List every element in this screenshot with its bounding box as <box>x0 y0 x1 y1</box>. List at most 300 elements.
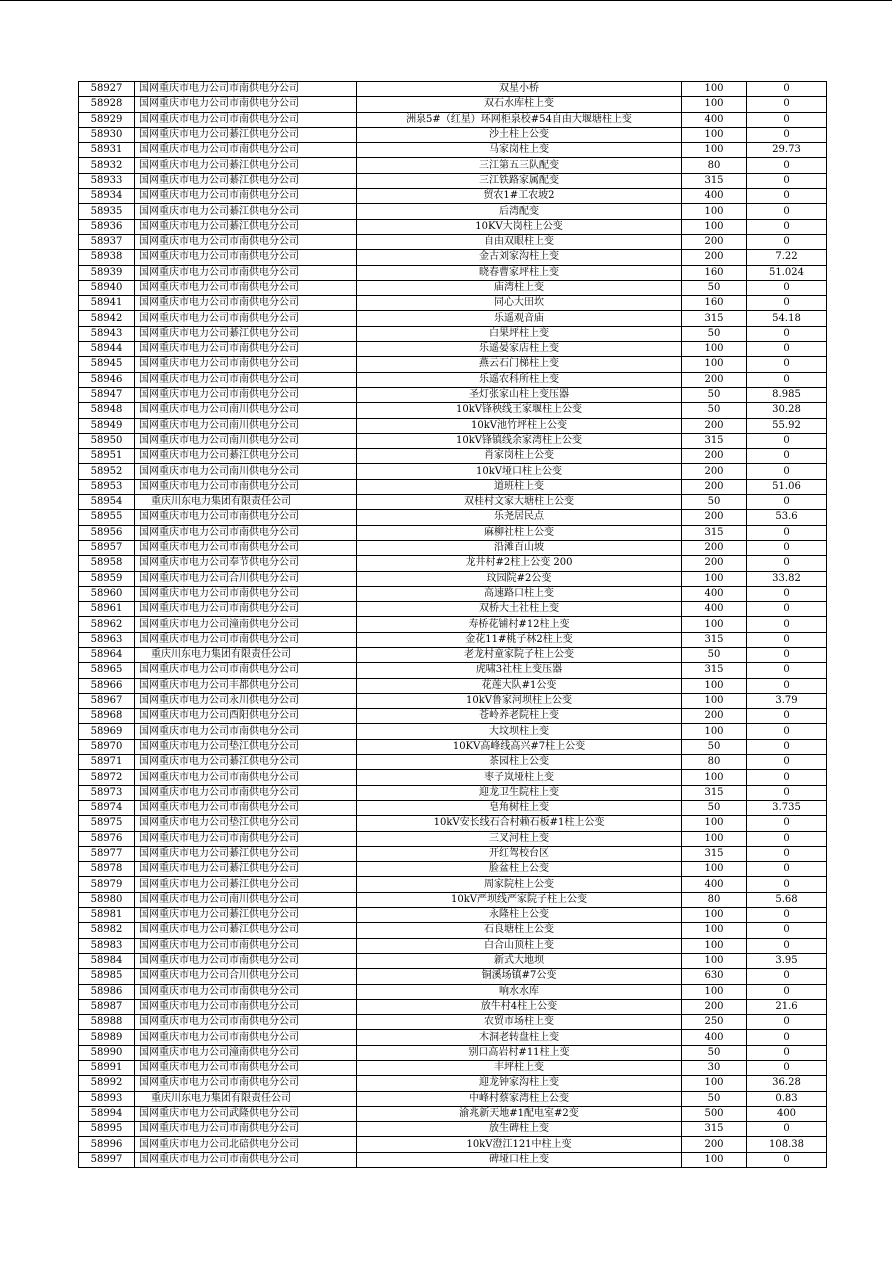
row-id: 58951 <box>79 449 135 464</box>
company-cell: 国网重庆市电力公司市南供电分公司 <box>135 770 357 785</box>
name-cell: 10kV锋秧线王家堰柱上公变 <box>357 403 682 418</box>
name-cell: 10kV池竹坪柱上公变 <box>357 418 682 433</box>
capacity-cell: 50 <box>682 1091 747 1106</box>
company-cell: 国网重庆市电力公司合川供电分公司 <box>135 969 357 984</box>
company-cell: 国网重庆市电力公司市南供电分公司 <box>135 540 357 555</box>
company-cell: 国网重庆市电力公司市南供电分公司 <box>135 1061 357 1076</box>
row-id: 58954 <box>79 495 135 510</box>
company-cell: 重庆川东电力集团有限责任公司 <box>135 1091 357 1106</box>
value-cell: 0 <box>747 816 827 831</box>
value-cell: 0 <box>747 204 827 219</box>
row-id: 58963 <box>79 632 135 647</box>
name-cell: 沿滩百山坡 <box>357 540 682 555</box>
row-id: 58994 <box>79 1106 135 1121</box>
table-row <box>79 250 827 265</box>
table-row <box>79 418 827 433</box>
row-id: 58956 <box>79 525 135 540</box>
value-cell: 0 <box>747 923 827 938</box>
company-cell: 国网重庆市电力公司南川供电分公司 <box>135 418 357 433</box>
row-id: 58959 <box>79 571 135 586</box>
value-cell: 0 <box>747 663 827 678</box>
row-id: 58937 <box>79 234 135 249</box>
table-row <box>79 82 827 97</box>
table-row <box>79 1152 827 1167</box>
row-id: 58938 <box>79 250 135 265</box>
row-id: 58997 <box>79 1152 135 1167</box>
name-cell: 中峰村蔡家湾柱上公变 <box>357 1091 682 1106</box>
capacity-cell: 100 <box>682 143 747 158</box>
table-row <box>79 127 827 142</box>
row-id: 58942 <box>79 311 135 326</box>
company-cell: 国网重庆市电力公司市南供电分公司 <box>135 724 357 739</box>
name-cell: 乐尧居民点 <box>357 510 682 525</box>
value-cell: 0 <box>747 908 827 923</box>
capacity-cell: 50 <box>682 1045 747 1060</box>
company-cell: 国网重庆市电力公司南川供电分公司 <box>135 464 357 479</box>
value-cell: 0 <box>747 586 827 601</box>
capacity-cell: 100 <box>682 862 747 877</box>
company-cell: 国网重庆市电力公司市南供电分公司 <box>135 602 357 617</box>
value-cell: 0 <box>747 1030 827 1045</box>
row-id: 58953 <box>79 479 135 494</box>
table-row <box>79 1137 827 1152</box>
row-id: 58949 <box>79 418 135 433</box>
capacity-cell: 100 <box>682 678 747 693</box>
company-cell: 国网重庆市电力公司市南供电分公司 <box>135 311 357 326</box>
capacity-cell: 50 <box>682 647 747 662</box>
value-cell: 0 <box>747 280 827 295</box>
name-cell: 放生碑柱上变 <box>357 1122 682 1137</box>
capacity-cell: 100 <box>682 923 747 938</box>
name-cell: 双石水库柱上变 <box>357 97 682 112</box>
row-id: 58952 <box>79 464 135 479</box>
value-cell: 0 <box>747 647 827 662</box>
value-cell: 0 <box>747 82 827 97</box>
value-cell: 0 <box>747 877 827 892</box>
value-cell: 0 <box>747 846 827 861</box>
table-row <box>79 892 827 907</box>
table-row <box>79 479 827 494</box>
company-cell: 国网重庆市电力公司市南供电分公司 <box>135 372 357 387</box>
company-cell: 国网重庆市电力公司市南供电分公司 <box>135 296 357 311</box>
company-cell: 国网重庆市电力公司南川供电分公司 <box>135 433 357 448</box>
value-cell: 0 <box>747 724 827 739</box>
value-cell: 3.79 <box>747 693 827 708</box>
value-cell: 0 <box>747 938 827 953</box>
table-row <box>79 984 827 999</box>
row-id: 58955 <box>79 510 135 525</box>
company-cell: 国网重庆市电力公司綦江供电分公司 <box>135 219 357 234</box>
row-id: 58972 <box>79 770 135 785</box>
table-row <box>79 724 827 739</box>
company-cell: 国网重庆市电力公司垫江供电分公司 <box>135 816 357 831</box>
name-cell: 10kV澄江121中柱上变 <box>357 1137 682 1152</box>
table-row <box>79 280 827 295</box>
value-cell: 0 <box>747 1122 827 1137</box>
capacity-cell: 315 <box>682 173 747 188</box>
name-cell: 庙湾柱上变 <box>357 280 682 295</box>
name-cell: 贸农1#工农坡2 <box>357 189 682 204</box>
capacity-cell: 80 <box>682 158 747 173</box>
table-row <box>79 189 827 204</box>
value-cell: 7.22 <box>747 250 827 265</box>
value-cell: 51.06 <box>747 479 827 494</box>
company-cell: 国网重庆市电力公司綦江供电分公司 <box>135 326 357 341</box>
capacity-cell: 30 <box>682 1061 747 1076</box>
row-id: 58993 <box>79 1091 135 1106</box>
data-table <box>78 81 827 1168</box>
value-cell: 0 <box>747 1045 827 1060</box>
table-row <box>79 556 827 571</box>
capacity-cell: 100 <box>682 770 747 785</box>
value-cell: 0 <box>747 969 827 984</box>
name-cell: 寿桥花铺村#12柱上变 <box>357 617 682 632</box>
value-cell: 0 <box>747 1061 827 1076</box>
table-row <box>79 602 827 617</box>
row-id: 58966 <box>79 678 135 693</box>
name-cell: 木洞老转盘柱上变 <box>357 1030 682 1045</box>
name-cell: 白果坪柱上变 <box>357 326 682 341</box>
name-cell: 燕云石门梯柱上变 <box>357 357 682 372</box>
value-cell: 0 <box>747 433 827 448</box>
row-id: 58964 <box>79 647 135 662</box>
name-cell: 碑垭口柱上变 <box>357 1152 682 1167</box>
name-cell: 10kV安长线石合村赖石板#1柱上公变 <box>357 816 682 831</box>
row-id: 58939 <box>79 265 135 280</box>
capacity-cell: 315 <box>682 846 747 861</box>
company-cell: 国网重庆市电力公司市南供电分公司 <box>135 479 357 494</box>
row-id: 58976 <box>79 831 135 846</box>
capacity-cell: 315 <box>682 525 747 540</box>
name-cell: 沙土柱上公变 <box>357 127 682 142</box>
table-row <box>79 923 827 938</box>
company-cell: 国网重庆市电力公司合川供电分公司 <box>135 571 357 586</box>
company-cell: 国网重庆市电力公司市南供电分公司 <box>135 1015 357 1030</box>
row-id: 58928 <box>79 97 135 112</box>
value-cell: 0 <box>747 342 827 357</box>
table-row <box>79 770 827 785</box>
capacity-cell: 400 <box>682 877 747 892</box>
table-row <box>79 1030 827 1045</box>
table-row <box>79 678 827 693</box>
name-cell: 乐遥晏家店柱上变 <box>357 342 682 357</box>
row-id: 58970 <box>79 739 135 754</box>
row-id: 58941 <box>79 296 135 311</box>
row-id: 58973 <box>79 785 135 800</box>
value-cell: 51.024 <box>747 265 827 280</box>
value-cell: 33.82 <box>747 571 827 586</box>
table-row <box>79 1122 827 1137</box>
company-cell: 国网重庆市电力公司綦江供电分公司 <box>135 877 357 892</box>
name-cell: 农贸市场柱上变 <box>357 1015 682 1030</box>
row-id: 58927 <box>79 82 135 97</box>
table-row <box>79 204 827 219</box>
value-cell: 0 <box>747 1015 827 1030</box>
table-row <box>79 999 827 1014</box>
row-id: 58984 <box>79 953 135 968</box>
table-row <box>79 862 827 877</box>
table-row <box>79 816 827 831</box>
company-cell: 国网重庆市电力公司潼南供电分公司 <box>135 617 357 632</box>
name-cell: 10kV鲁家河坝柱上公变 <box>357 693 682 708</box>
capacity-cell: 315 <box>682 785 747 800</box>
row-id: 58988 <box>79 1015 135 1030</box>
value-cell: 0 <box>747 97 827 112</box>
name-cell: 铜溪场镇#7公变 <box>357 969 682 984</box>
value-cell: 0 <box>747 678 827 693</box>
row-id: 58944 <box>79 342 135 357</box>
company-cell: 国网重庆市电力公司綦江供电分公司 <box>135 158 357 173</box>
company-cell: 国网重庆市电力公司垫江供电分公司 <box>135 739 357 754</box>
value-cell: 0 <box>747 112 827 127</box>
company-cell: 国网重庆市电力公司市南供电分公司 <box>135 525 357 540</box>
name-cell: 麻柳社柱上公变 <box>357 525 682 540</box>
company-cell: 国网重庆市电力公司永川供电分公司 <box>135 693 357 708</box>
name-cell: 枣子岚垭柱上变 <box>357 770 682 785</box>
row-id: 58969 <box>79 724 135 739</box>
value-cell: 3.735 <box>747 800 827 815</box>
company-cell: 国网重庆市电力公司市南供电分公司 <box>135 800 357 815</box>
value-cell: 0 <box>747 296 827 311</box>
name-cell: 迎龙钟家沟柱上变 <box>357 1076 682 1091</box>
row-id: 58996 <box>79 1137 135 1152</box>
value-cell: 0 <box>747 540 827 555</box>
value-cell: 0 <box>747 862 827 877</box>
company-cell: 国网重庆市电力公司市南供电分公司 <box>135 999 357 1014</box>
company-cell: 国网重庆市电力公司酉阳供电分公司 <box>135 709 357 724</box>
name-cell: 马家岗柱上变 <box>357 143 682 158</box>
company-cell: 国网重庆市电力公司南川供电分公司 <box>135 403 357 418</box>
company-cell: 国网重庆市电力公司市南供电分公司 <box>135 1152 357 1167</box>
name-cell: 金古刘家沟柱上变 <box>357 250 682 265</box>
table-row <box>79 846 827 861</box>
table-row <box>79 1076 827 1091</box>
capacity-cell: 100 <box>682 127 747 142</box>
table-row <box>79 1045 827 1060</box>
value-cell: 0 <box>747 770 827 785</box>
value-cell: 0 <box>747 326 827 341</box>
name-cell: 开红驾校台区 <box>357 846 682 861</box>
row-id: 58931 <box>79 143 135 158</box>
table-row <box>79 632 827 647</box>
capacity-cell: 50 <box>682 800 747 815</box>
company-cell: 国网重庆市电力公司南川供电分公司 <box>135 892 357 907</box>
table-row <box>79 709 827 724</box>
capacity-cell: 315 <box>682 1122 747 1137</box>
capacity-cell: 100 <box>682 204 747 219</box>
capacity-cell: 400 <box>682 189 747 204</box>
company-cell: 国网重庆市电力公司市南供电分公司 <box>135 250 357 265</box>
capacity-cell: 100 <box>682 953 747 968</box>
table-row <box>79 464 827 479</box>
value-cell: 0 <box>747 372 827 387</box>
name-cell: 10kV垭口柱上公变 <box>357 464 682 479</box>
table-row <box>79 143 827 158</box>
row-id: 58945 <box>79 357 135 372</box>
capacity-cell: 100 <box>682 816 747 831</box>
capacity-cell: 100 <box>682 571 747 586</box>
table-row <box>79 877 827 892</box>
name-cell: 响水水库 <box>357 984 682 999</box>
row-id: 58978 <box>79 862 135 877</box>
table-row <box>79 311 827 326</box>
row-id: 58989 <box>79 1030 135 1045</box>
value-cell: 0 <box>747 158 827 173</box>
row-id: 58950 <box>79 433 135 448</box>
row-id: 58957 <box>79 540 135 555</box>
table-row <box>79 173 827 188</box>
name-cell: 茶园柱上公变 <box>357 755 682 770</box>
row-id: 58979 <box>79 877 135 892</box>
row-id: 58947 <box>79 387 135 402</box>
company-cell: 国网重庆市电力公司市南供电分公司 <box>135 189 357 204</box>
name-cell: 皂角树柱上变 <box>357 800 682 815</box>
name-cell: 金花11#桃子林2柱上变 <box>357 632 682 647</box>
row-id: 58936 <box>79 219 135 234</box>
company-cell: 国网重庆市电力公司市南供电分公司 <box>135 234 357 249</box>
value-cell: 0 <box>747 739 827 754</box>
company-cell: 国网重庆市电力公司綦江供电分公司 <box>135 449 357 464</box>
company-cell: 国网重庆市电力公司市南供电分公司 <box>135 1076 357 1091</box>
row-id: 58967 <box>79 693 135 708</box>
value-cell: 0 <box>747 602 827 617</box>
table-row <box>79 357 827 372</box>
row-id: 58981 <box>79 908 135 923</box>
company-cell: 重庆川东电力集团有限责任公司 <box>135 495 357 510</box>
table-row <box>79 97 827 112</box>
name-cell: 迎龙卫生院柱上变 <box>357 785 682 800</box>
capacity-cell: 50 <box>682 326 747 341</box>
table-row <box>79 1091 827 1106</box>
table-row <box>79 693 827 708</box>
row-id: 58948 <box>79 403 135 418</box>
capacity-cell: 200 <box>682 556 747 571</box>
table-row <box>79 219 827 234</box>
table-row <box>79 234 827 249</box>
value-cell: 30.28 <box>747 403 827 418</box>
name-cell: 晓春曹家坪柱上变 <box>357 265 682 280</box>
table-row <box>79 372 827 387</box>
value-cell: 0 <box>747 984 827 999</box>
name-cell: 老龙村童家院子柱上公变 <box>357 647 682 662</box>
capacity-cell: 80 <box>682 892 747 907</box>
table-row <box>79 969 827 984</box>
value-cell: 0 <box>747 617 827 632</box>
capacity-cell: 160 <box>682 296 747 311</box>
value-cell: 0 <box>747 556 827 571</box>
capacity-cell: 50 <box>682 280 747 295</box>
name-cell: 后湾配变 <box>357 204 682 219</box>
table-row <box>79 387 827 402</box>
name-cell: 10kV锋镇线余家湾柱上公变 <box>357 433 682 448</box>
name-cell: 周家院柱上公变 <box>357 877 682 892</box>
capacity-cell: 100 <box>682 357 747 372</box>
table-row <box>79 800 827 815</box>
capacity-cell: 50 <box>682 403 747 418</box>
table-row <box>79 342 827 357</box>
table-row <box>79 785 827 800</box>
row-id: 58965 <box>79 663 135 678</box>
name-cell: 三江铁路家属配变 <box>357 173 682 188</box>
table-row <box>79 571 827 586</box>
capacity-cell: 50 <box>682 387 747 402</box>
value-cell: 0 <box>747 1152 827 1167</box>
row-id: 58991 <box>79 1061 135 1076</box>
value-cell: 3.95 <box>747 953 827 968</box>
capacity-cell: 100 <box>682 219 747 234</box>
capacity-cell: 200 <box>682 709 747 724</box>
company-cell: 国网重庆市电力公司市南供电分公司 <box>135 586 357 601</box>
row-id: 58968 <box>79 709 135 724</box>
data-table-body <box>79 82 827 1168</box>
capacity-cell: 100 <box>682 693 747 708</box>
value-cell: 0 <box>747 495 827 510</box>
capacity-cell: 400 <box>682 586 747 601</box>
value-cell: 8.985 <box>747 387 827 402</box>
capacity-cell: 315 <box>682 663 747 678</box>
capacity-cell: 200 <box>682 479 747 494</box>
table-row <box>79 586 827 601</box>
row-id: 58933 <box>79 173 135 188</box>
company-cell: 国网重庆市电力公司綦江供电分公司 <box>135 127 357 142</box>
name-cell: 脸盆柱上公变 <box>357 862 682 877</box>
table-row <box>79 831 827 846</box>
table-row <box>79 158 827 173</box>
name-cell: 苍岭养老院柱上变 <box>357 709 682 724</box>
row-id: 58983 <box>79 938 135 953</box>
company-cell: 国网重庆市电力公司市南供电分公司 <box>135 938 357 953</box>
row-id: 58940 <box>79 280 135 295</box>
table-row <box>79 617 827 632</box>
company-cell: 国网重庆市电力公司奉节供电分公司 <box>135 556 357 571</box>
table-row <box>79 326 827 341</box>
row-id: 58971 <box>79 755 135 770</box>
row-id: 58977 <box>79 846 135 861</box>
value-cell: 54.18 <box>747 311 827 326</box>
company-cell: 国网重庆市电力公司市南供电分公司 <box>135 984 357 999</box>
table-row <box>79 495 827 510</box>
name-cell: 放牛村4柱上公变 <box>357 999 682 1014</box>
name-cell: 圣灯张家山柱上变压器 <box>357 387 682 402</box>
name-cell: 肖家岗柱上公变 <box>357 449 682 464</box>
row-id: 58961 <box>79 602 135 617</box>
name-cell: 双桂村文家大塘柱上公变 <box>357 495 682 510</box>
company-cell: 国网重庆市电力公司市南供电分公司 <box>135 1122 357 1137</box>
value-cell: 36.28 <box>747 1076 827 1091</box>
table-row <box>79 953 827 968</box>
table-row <box>79 296 827 311</box>
name-cell: 白合山顶柱上变 <box>357 938 682 953</box>
table-row <box>79 908 827 923</box>
name-cell: 大坟坝柱上变 <box>357 724 682 739</box>
value-cell: 0 <box>747 632 827 647</box>
capacity-cell: 315 <box>682 311 747 326</box>
table-row <box>79 938 827 953</box>
capacity-cell: 100 <box>682 1152 747 1167</box>
table-row <box>79 403 827 418</box>
company-cell: 国网重庆市电力公司武隆供电分公司 <box>135 1106 357 1121</box>
row-id: 58943 <box>79 326 135 341</box>
value-cell: 5.68 <box>747 892 827 907</box>
capacity-cell: 200 <box>682 449 747 464</box>
table-row <box>79 1106 827 1121</box>
name-cell: 10KV高峰线高兴#7柱上公变 <box>357 739 682 754</box>
capacity-cell: 100 <box>682 831 747 846</box>
table-row <box>79 1061 827 1076</box>
company-cell: 国网重庆市电力公司丰都供电分公司 <box>135 678 357 693</box>
name-cell: 新式大地坝 <box>357 953 682 968</box>
company-cell: 国网重庆市电力公司綦江供电分公司 <box>135 846 357 861</box>
